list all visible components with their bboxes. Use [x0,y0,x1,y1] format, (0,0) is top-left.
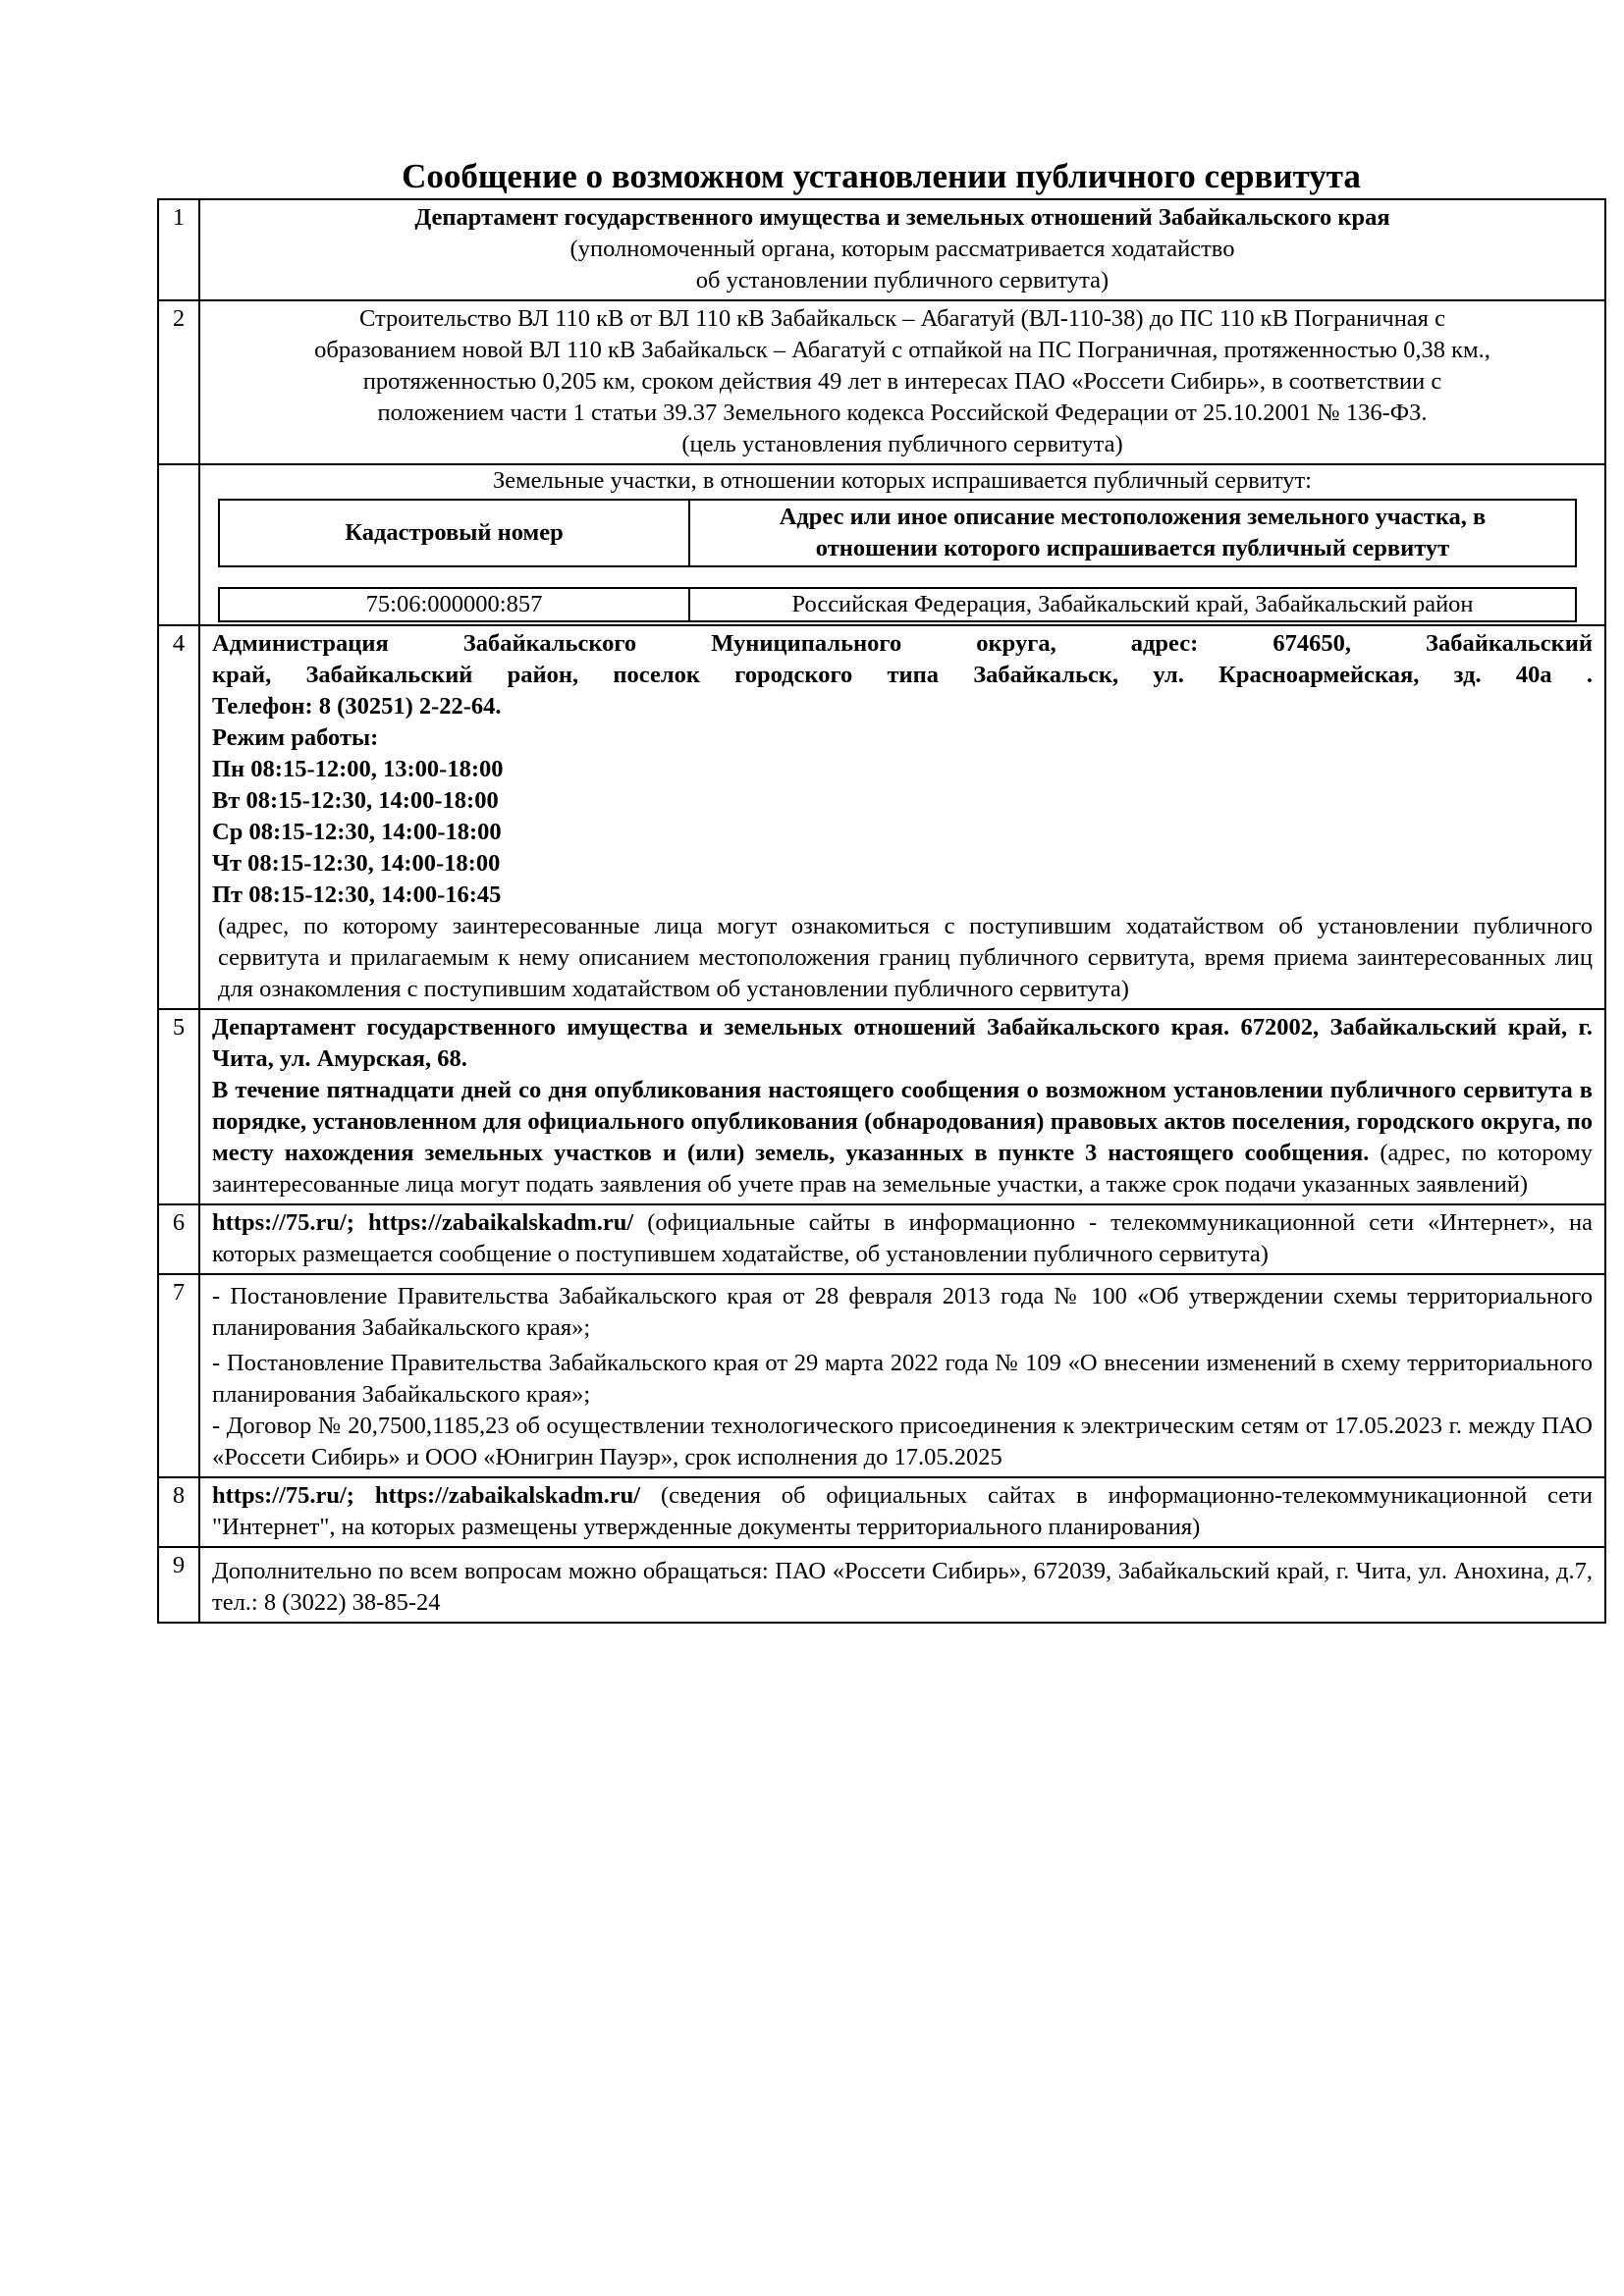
parcel-address: Российская Федерация, Забайкальский край, Забайкальский район [689,588,1576,621]
authority-name: Департамент государственного имущества и земельных отношений Забайкальского края [414,204,1390,231]
planning-sites-links[interactable]: https://75.ru/; https://zabaikalskadm.ru/ [212,1482,641,1509]
schedule-mon: Пн 08:15-12:00, 13:00-18:00 [212,756,504,782]
document-item-1: - Постановление Правительства Забайкальского края от 28 февраля 2013 года № 100 «Об утверждении схемы территориального планирования Забайкальского края»; [212,1283,1593,1341]
parcels-data-table [218,587,1577,622]
table-row [158,1274,1605,1477]
table-row [158,1547,1605,1623]
row-content [199,300,1605,464]
table-row [158,300,1605,464]
schedule-wed: Ср 08:15-12:30, 14:00-18:00 [212,819,502,845]
parcels-data-row [219,588,1576,621]
table-row [158,1009,1605,1204]
document-title: Сообщение о возможном установлении публичного сервитута [402,157,1361,195]
parcels-header-row [219,500,1576,566]
row-number: 7 [158,1274,199,1477]
row-number: 5 [158,1009,199,1204]
row-content [199,1009,1605,1204]
address-header [689,500,1576,566]
row-content [199,1274,1605,1477]
schedule-label: Режим работы: [212,724,379,751]
parcels-heading: Земельные участки, в отношении которых испрашивается публичный сервитут: [493,467,1312,494]
table-row [158,464,1605,625]
schedule-fri: Пт 08:15-12:30, 14:00-16:45 [212,881,502,908]
schedule-tue: Вт 08:15-12:30, 14:00-18:00 [212,787,499,814]
row-number: 9 [158,1547,199,1623]
submission-period: В течение пятнадцати дней со дня опубликования настоящего сообщения о возможном установлении публичного сервитута в порядке, установленном для официального опубликования (обнародования) правовых актов поселения, городского округа, по месту нахождения земельных участков и (или) земель, указанных в пункте 3 настоящего сообщения. [212,1077,1593,1166]
phone: Телефон: 8 (30251) 2-22-64. [212,693,502,720]
administration-line-1: Администрация Забайкальского Муниципального округа, адрес: 674650, Забайкальский [212,630,1593,657]
contact-info: Дополнительно по всем вопросам можно обращаться: ПАО «Россети Сибирь», 672039, Забайкальский край, г. Чита, ул. Анохина, д.7, тел.: 8 (3022) 38-85-24 [212,1558,1593,1616]
table-row [158,625,1605,1009]
purpose-line-1: Строительство ВЛ 110 кВ от ВЛ 110 кВ Забайкальск – Абагатуй (ВЛ-110-38) до ПС 110 кВ Пограничная с [359,305,1445,332]
review-address-note: (адрес, по которому заинтересованные лица могут ознакомиться с поступившим ходатайством об установлении публичного сервитута и прилагаемым к нему описанием местоположения границ публичного сервитута, время приема заинтересованных лиц для ознакомления с поступившим ходатайством об установлении публичного сервитута) [218,913,1593,1002]
row-content [199,625,1605,1009]
purpose-line-2: образованием новой ВЛ 110 кВ Забайкальск – Абагатуй с отпайкой на ПС Пограничная, протяженностью 0,38 км., [314,337,1490,363]
row-content [199,199,1605,300]
purpose-note: (цель установления публичного сервитута) [681,431,1123,457]
notice-table [157,198,1606,1624]
parcels-header-table [218,499,1577,567]
row-number: 4 [158,625,199,1009]
document-item-2: - Постановление Правительства Забайкальского края от 29 марта 2022 года № 109 «О внесении изменений в схему территориального планирования Забайкальского края»; [212,1350,1593,1408]
address-header-line-2: отношении которого испрашивается публичный сервитут [815,535,1450,561]
row-content [199,1204,1605,1274]
authority-note-1: (уполномоченный органа, которым рассматривается ходатайство [569,236,1235,262]
row-number: 6 [158,1204,199,1274]
row-number: 1 [158,199,199,300]
cadastral-header: Кадастровый номер [219,500,689,566]
administration-line-2: край, Забайкальский район, поселок городского типа Забайкальск, ул. Красноармейская, зд. 40а . [212,662,1593,688]
official-sites-note: (официальные сайты в информационно - телекоммуникационной сети «Интернет», на которых размещается сообщение о поступившем ходатайстве, об установлении публичного сервитута) [212,1209,1593,1267]
official-sites-links[interactable]: https://75.ru/; https://zabaikalskadm.ru/ [212,1209,634,1236]
authority-note-2: об установлении публичного сервитута) [695,267,1110,294]
table-row [158,199,1605,300]
row-number: 8 [158,1477,199,1547]
planning-sites-note: (сведения об официальных сайтах в информационно-телекоммуникационной сети "Интернет", на которых размещены утвержденные документы территориального планирования) [212,1482,1593,1540]
schedule-thu: Чт 08:15-12:30, 14:00-18:00 [212,850,501,877]
cadastral-number: 75:06:000000:857 [219,588,689,621]
department-address: Департамент государственного имущества и земельных отношений Забайкальского края. 672002, Забайкальский край, г. Чита, ул. Амурская, 68. [212,1014,1593,1072]
table-row [158,1204,1605,1274]
document-item-3: - Договор № 20,7500,1185,23 об осуществлении технологического присоединения к электрическим сетям от 17.05.2023 г. между ПАО «Россети Сибирь» и ООО «Юнигрин Пауэр», срок исполнения до 17.05.2025 [212,1413,1593,1470]
row-content [199,1477,1605,1547]
table-row [158,1477,1605,1547]
purpose-line-3: протяженностью 0,205 км, сроком действия 49 лет в интересах ПАО «Россети Сибирь», в соответствии с [362,368,1442,395]
row-content [199,464,1605,625]
row-number: 2 [158,300,199,464]
purpose-line-4: положением части 1 статьи 39.37 Земельного кодекса Российской Федерации от 25.10.2001 № 136-ФЗ. [377,400,1428,426]
address-header-line-1: Адрес или иное описание местоположения земельного участка, в [779,504,1487,530]
row-number [158,464,199,625]
submission-note: (адрес, по которому заинтересованные лица могут подать заявления об учете прав на земельные участки, а также срок подачи указанных заявлений) [212,1140,1593,1198]
row-content [199,1547,1605,1623]
